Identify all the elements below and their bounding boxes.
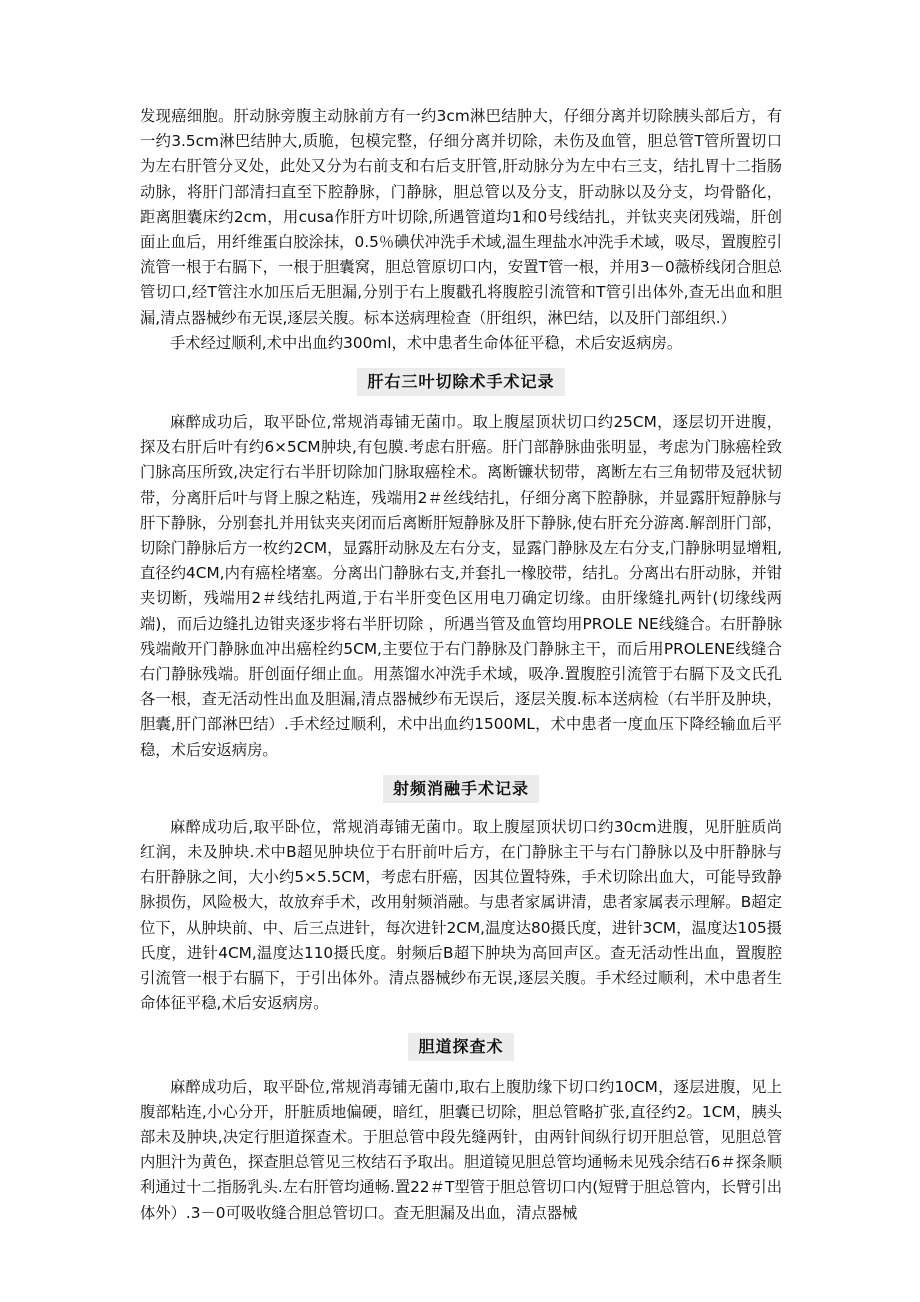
section3-title: 胆道探查术 [408,1033,513,1061]
section3-paragraph: 麻醉成功后，取平卧位,常规消毒铺无菌巾,取右上腹肋缘下切口约10CM，逐层进腹，见上腹部粘连,小心分开，肝脏质地偏硬，暗红，胆囊已切除，胆总管略扩张,直径约2。1CM，胰头部未及肿块,决定行胆道探查术。于胆总管中段先缝两针，由两针间纵行切开胆总管，见胆总管内胆汁为黄色，探查胆总管见三枚结石予取出。胆道镜见胆总管均通畅未见残余结石6＃探条顺利通过十二指肠乳头.左右肝管均通畅.置22＃T型管于胆总管切口内(短臂于胆总管内，长臂引出体外）.3－0可吸收缝合胆总管切口。查无胆漏及出血，清点器械 [140,1077,782,1222]
section2-title: 射频消融手术记录 [383,775,539,803]
section1-paragraph: 麻醉成功后，取平卧位,常规消毒铺无菌巾。取上腹屋顶状切口约25CM，逐层切开进腹，探及右肝后叶有约6×5CM肿块,有包膜.考虑右肝癌。肝门部静脉曲张明显，考虑为门脉癌栓致门脉高压所致,决定行右半肝切除加门脉取癌栓术。离断镰状韧带，离断左右三角韧带及冠状韧带，分离肝后叶与肾上腺之粘连，残端用2＃丝线结扎，仔细分离下腔静脉，并显露肝短静脉与肝下静脉，分别套扎并用钛夹夹闭而后离断肝短静脉及肝下静脉,使右肝充分游离.解剖肝门部，切除门静脉后方一枚约2CM，显露肝动脉及左右分支，显露门静脉及左右分支,门静脉明显增粗,直径约4CM,内有癌栓堵塞。分离出门静脉右支,并套扎一橡胶带，结扎。分离出右肝动脉，并钳夹切断，残端用2＃线结扎两道,于右半肝变色区用电刀确定切缘。由肝缘缝扎两针(切缘线两端)，而后边缝扎边钳夹逐步将右半肝切除 ，所遇当管及血管均用PROLE NE线缝合。右肝静脉残端敞开门静脉血冲出癌栓约5CM,主要位于右门静脉及门静脉主干，而后用PROLENE线缝合右门静脉残端。肝创面仔细止血。用蒸馏水冲洗手术域，吸净.置腹腔引流管于右膈下及文氏孔各一根，查无活动性出血及胆漏,清点器械纱布无误后，逐层关腹.标本送病检（右半肝及肿块，胆囊,肝门部淋巴结）.手术经过顺利，术中出血约1500ML，术中患者一度血压下降经输血后平稳，术后安返病房。 [140,413,782,759]
section2-paragraph: 麻醉成功后,取平卧位，常规消毒铺无菌巾。取上腹屋顶状切口约30cm进腹，见肝脏质尚红润，未及肿块.术中B超见肿块位于右肝前叶后方，在门静脉主干与右门静脉以及中肝静脉与右肝静脉之间，大小约5×5.5CM，考虑右肝癌，因其位置特殊，手术切除出血大，可能导致静脉损伤，风险极大，故放弃手术，改用射频消融。与患者家属讲清，患者家属表示理解。B超定位下，从肿块前、中、后三点进针，每次进针2CM,温度达80摄氏度，进针3CM，温度达105摄氏度，进针4CM,温度达110摄氏度。射频后B超下肿块为高回声区。查无活动性出血，置腹腔引流管一根于右膈下，于引出体外。清点器械纱布无误,逐层关腹。手术经过顺利，术中患者生命体征平稳,术后安返病房。 [140,817,782,1013]
section2-title-wrap [140,769,782,809]
section1-title: 肝右三叶切除术手术记录 [357,368,564,396]
section3-title-wrap [140,1027,782,1067]
intro-closing-paragraph: 手术经过顺利,术中出血约300ml，术中患者生命体征平稳，术后安返病房。 [170,333,683,352]
document-page [140,104,782,1226]
intro-paragraph: 发现癌细胞。肝动脉旁腹主动脉前方有一约3cm淋巴结肿大，仔细分离并切除胰头部后方，有一约3.5cm淋巴结肿大,质脆，包模完整，仔细分离并切除，未伤及血管，胆总管T管所置切口为左右肝管分叉处，此处又分为右前支和右后支肝管,肝动脉分为左中右三支，结扎胃十二指肠动脉，将肝门部清扫直至下腔静脉，门静脉，胆总管以及分支，肝动脉以及分支，均骨骼化，距离胆囊床约2cm，用cusa作肝方叶切除,所遇管道均1和0号线结扎，并钛夹夹闭残端，肝创面止血后，用纤维蛋白胶涂抹，0.5％碘伏冲洗手术域,温生理盐水冲洗手术域，吸尽，置腹腔引流管一根于右膈下，一根于胆囊窝，胆总管原切口内，安置T管一根，并用3－0薇桥线闭合胆总管切口,经T管注水加压后无胆漏,分别于右上腹戳孔将腹腔引流管和T管引出体外,查无出血和胆漏,清点器械纱布无误,逐层关腹。标本送病理检查（肝组织，淋巴结，以及肝门部组织.） [140,107,782,327]
section1-title-wrap [140,362,782,402]
